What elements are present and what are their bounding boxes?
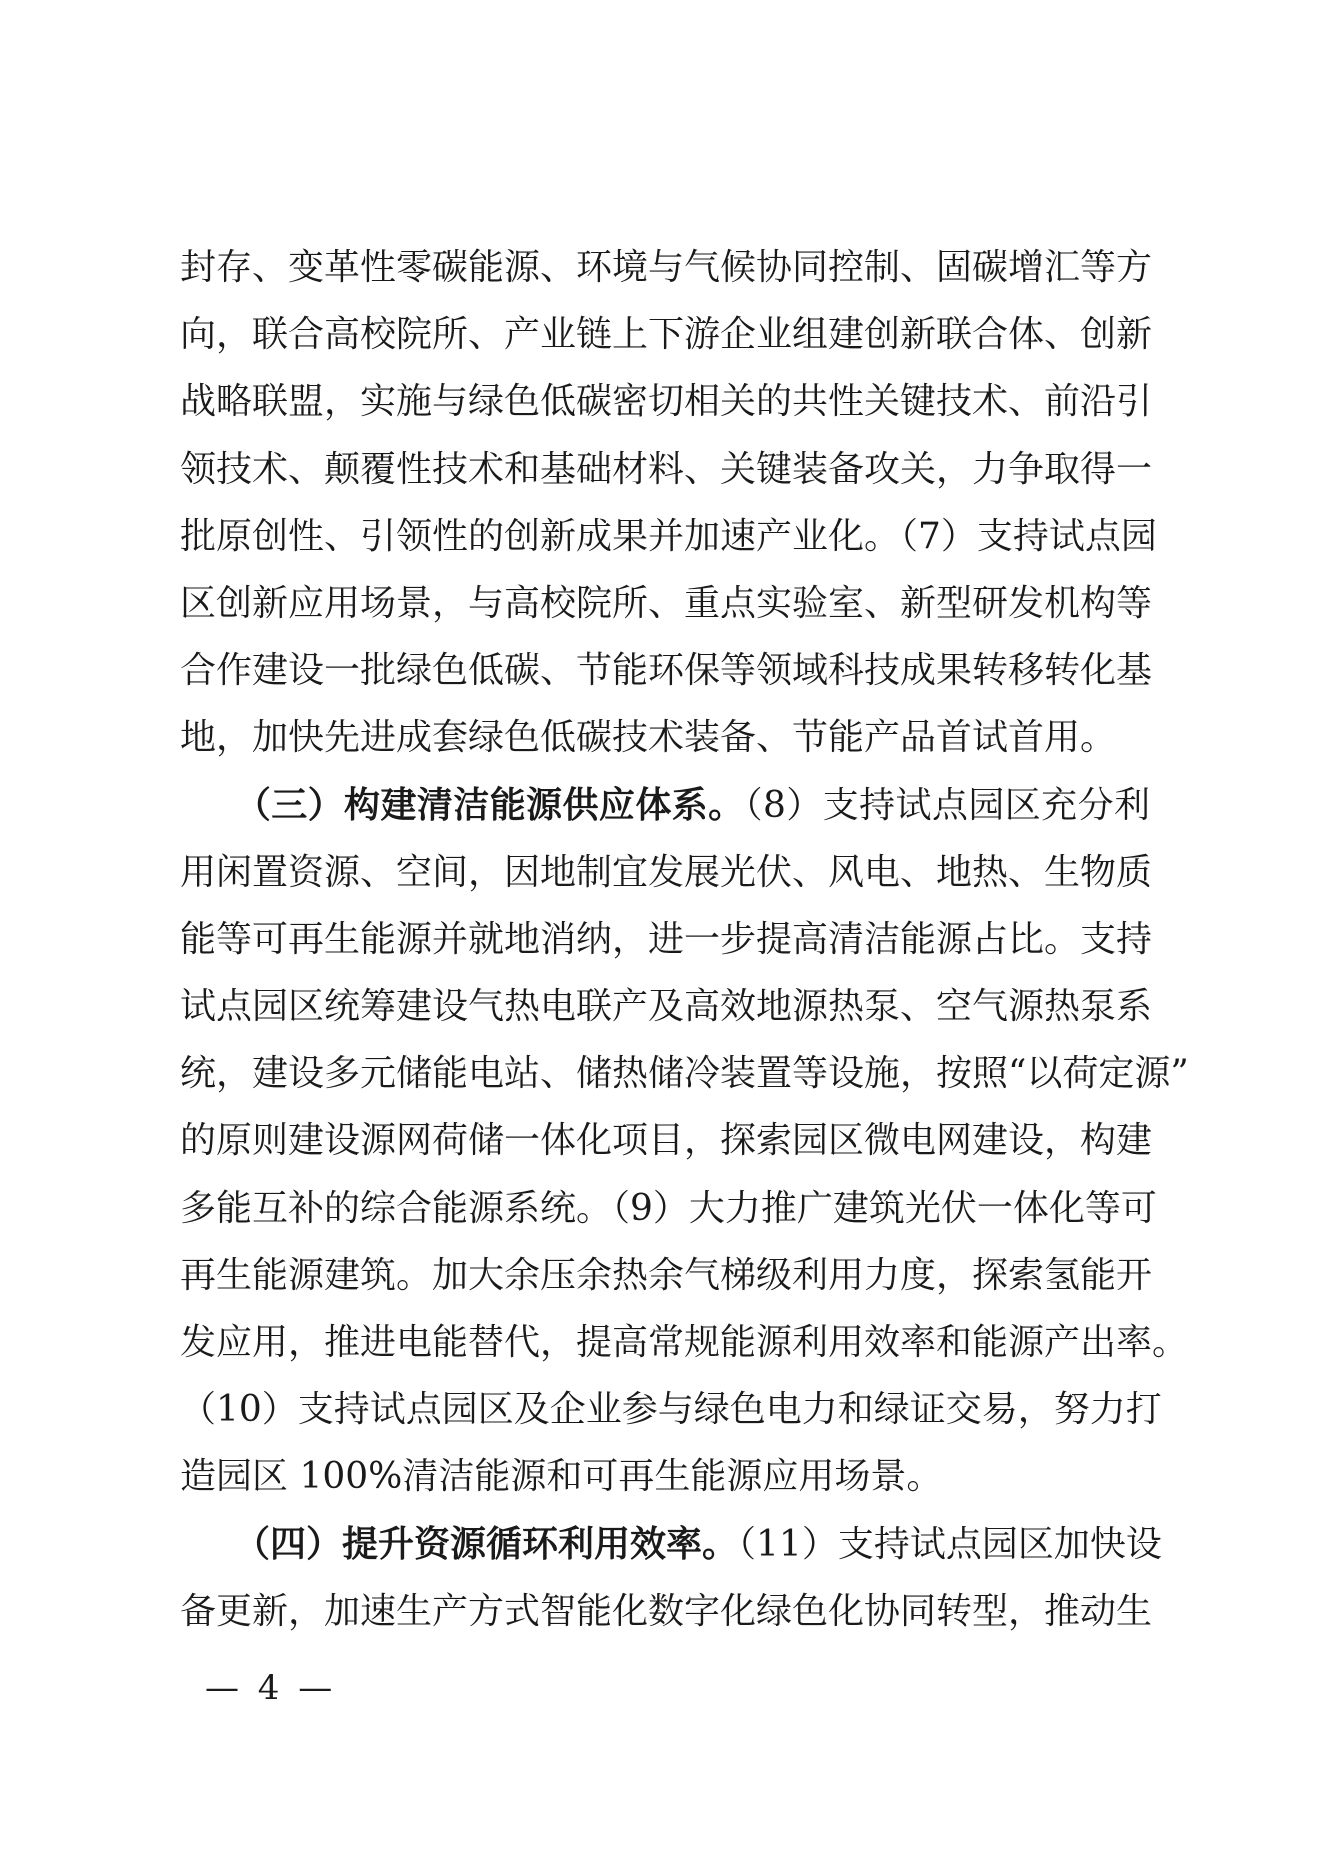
- section-heading: （三）构建清洁能源供应体系。: [252, 783, 745, 826]
- text-line: （10）支持试点园区及企业参与绿色电力和绿证交易，努力打: [180, 1389, 1162, 1431]
- text-line: 统，建设多元储能电站、储热储冷装置等设施，按照“以荷定源”: [180, 1053, 1189, 1095]
- text-line: 造园区 100%清洁能源和可再生能源应用场景。: [180, 1456, 943, 1498]
- section-heading: （四）提升资源循环利用效率。: [252, 1522, 739, 1565]
- text-line: 地，加快先进成套绿色低碳技术装备、节能产品首试首用。: [180, 717, 1117, 759]
- section-heading-line: （三）构建清洁能源供应体系。（8）支持试点园区充分利: [252, 783, 1150, 826]
- text-line: 合作建设一批绿色低碳、节能环保等领域科技成果转移转化基: [180, 650, 1153, 692]
- text-line: 发应用，推进电能替代，提高常规能源利用效率和能源产出率。: [180, 1322, 1189, 1363]
- text-line: 试点园区统筹建设气热电联产及高效地源热泵、空气源热泵系: [180, 986, 1153, 1028]
- section-heading-line: （四）提升资源循环利用效率。（11）支持试点园区加快设: [252, 1522, 1162, 1565]
- text-line: 批原创性、引领性的创新成果并加速产业化。（7）支持试点园: [180, 515, 1157, 557]
- text-line: 区创新应用场景，与高校院所、重点实验室、新型研发机构等: [180, 582, 1153, 624]
- text-line: 备更新，加速生产方式智能化数字化绿色化协同转型，推动生: [180, 1590, 1153, 1632]
- text-line: 向，联合高校院所、产业链上下游企业组建创新联合体、创新: [180, 314, 1153, 356]
- text-line: 用闲置资源、空间，因地制宜发展光伏、风电、地热、生物质: [180, 851, 1153, 893]
- page-number: — 4 —: [205, 1668, 337, 1708]
- text-line: 的原则建设源网荷储一体化项目，探索园区微电网建设，构建: [180, 1120, 1153, 1162]
- document-body: [180, 234, 1189, 1645]
- text-line: 再生能源建筑。加大余压余热余气梯级利用力度，探索氢能开: [180, 1254, 1153, 1296]
- text-line: 战略联盟，实施与绿色低碳密切相关的共性关键技术、前沿引: [180, 381, 1153, 423]
- text-line: 封存、变革性零碳能源、环境与气候协同控制、固碳增汇等方: [180, 247, 1153, 288]
- text-line: 领技术、颠覆性技术和基础材料、关键装备攻关，力争取得一: [180, 448, 1153, 490]
- text-line: 能等可再生能源并就地消纳，进一步提高清洁能源占比。支持: [180, 918, 1153, 960]
- text-line: 多能互补的综合能源系统。（9）大力推广建筑光伏一体化等可: [180, 1187, 1157, 1229]
